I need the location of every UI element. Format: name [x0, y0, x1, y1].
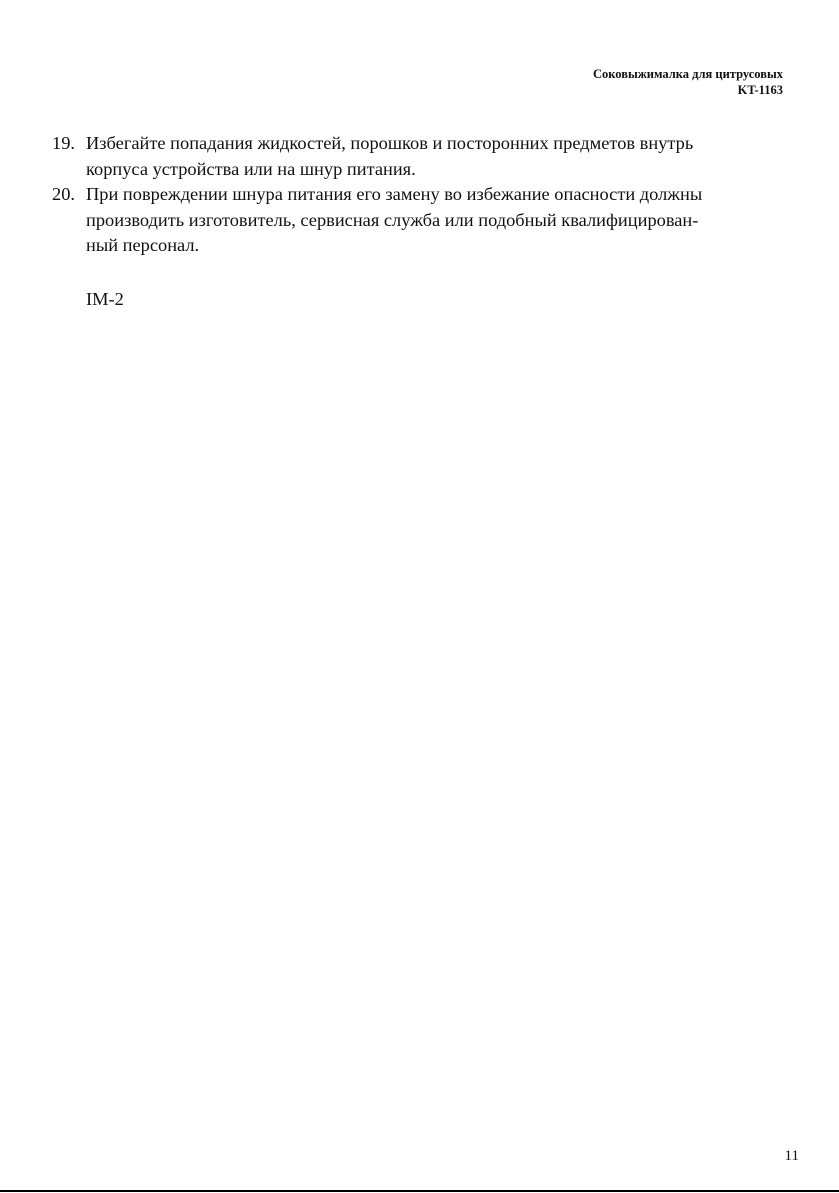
list-item-line: производить изготовитель, сервисная служба или подобный квалифицирован-	[86, 209, 699, 230]
list-item-number: 19.	[52, 133, 75, 153]
list-item-19	[52, 131, 792, 182]
list-item-line: ный персонал.	[86, 235, 200, 255]
document-header	[593, 66, 783, 98]
list-item-text	[86, 131, 792, 182]
document-body	[52, 131, 792, 312]
page-number: 11	[784, 1148, 799, 1164]
list-item-line: корпуса устройства или на шнур питания.	[86, 158, 416, 179]
header-title: Соковыжималка для цитрусовых	[592, 67, 783, 81]
list-item-text	[86, 182, 792, 259]
list-item-number: 20.	[52, 184, 75, 204]
list-item-line: Избегайте попадания жидкостей, порошков и посторонних предметов внутрь	[86, 133, 694, 153]
bottom-rule	[0, 1190, 839, 1192]
im-code: IM-2	[86, 288, 124, 309]
list-item-20	[52, 182, 792, 259]
list-item-line: При повреждении шнура питания его замену во избежание опасности должны	[86, 184, 703, 204]
header-model: KT-1163	[737, 83, 783, 97]
